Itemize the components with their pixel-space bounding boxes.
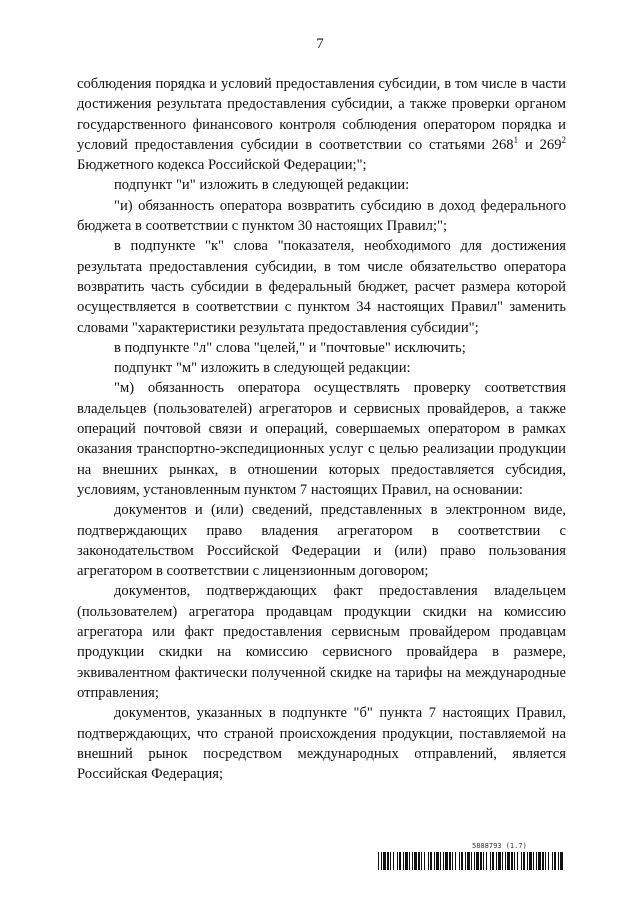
footnote-sup-2: 2 — [561, 135, 566, 146]
paragraph-1 — [77, 74, 566, 175]
paragraph-6: подпункт "м" изложить в следующей редакции: — [114, 360, 411, 377]
page-number: 7 — [316, 36, 324, 52]
paragraph-1-mid: и 269 — [518, 136, 562, 153]
document-body — [77, 74, 566, 784]
paragraph-10: документов, указанных в подпункте "б" пункта 7 настоящих Правил, подтверждающих, что страной происхождения продукции, поставляемой на внешний рынок посредством международных отправлений, является Российская Федерация; — [77, 705, 566, 783]
paragraph-1-tail: Бюджетного кодекса Российской Федерации;"; — [77, 157, 367, 174]
paragraph-2: подпункт "и" изложить в следующей редакции: — [114, 177, 410, 194]
barcode-number: 5888793 (1.7) — [472, 842, 527, 850]
paragraph-9: документов, подтверждающих факт предоставления владельцем (пользователем) агрегатора продавцам продукции скидки на комиссию агрегатора или факт предоставления сервисным провайдером продавцам продукции скидки на комиссию сервисного провайдера в размере, эквивалентном фактически полученной скидке на тарифы на международные отправления; — [77, 583, 566, 701]
paragraph-1-text: соблюдения порядка и условий предоставления субсидии, в том числе в части достижения результата предоставления субсидии, а также проверки органом государственного финансового контроля соблюдения оператором порядка и условий предоставления субсидии в соответствии со статьями 268 — [77, 76, 566, 153]
paragraph-4: в подпункте "к" слова "показателя, необходимого для достижения результата предоставления субсидии, в том числе обязательство оператора возвратить часть субсидии в федеральный бюджет, расчет размера которой осуществляется в соответствии с пунктом 34 настоящих Правил" заменить словами "характеристики результата предоставления субсидии"; — [77, 238, 566, 336]
paragraph-3: "и) обязанность оператора возвратить субсидию в доход федерального бюджета в соответствии с пунктом 30 настоящих Правил;"; — [77, 197, 566, 235]
paragraph-7: "м) обязанность оператора осуществлять проверку соответствия владельцев (пользователей) агрегаторов и сервисных провайдеров, а также операций почтовой связи и операций, совершаемых оператором в рамках оказания транспортно-экспедиционных услуг с целью реализации продукции на внешних рынках, в отношении которых предоставляется субсидия, условиям, установленным пунктом 7 настоящих Правил, на основании: — [77, 380, 566, 498]
paragraph-5: в подпункте "л" слова "целей," и "почтовые" исключить; — [114, 339, 466, 356]
barcode-icon — [378, 852, 564, 870]
footnote-sup-1: 1 — [513, 135, 519, 146]
paragraph-8: документов и (или) сведений, представленных в электронном виде, подтверждающих право владения агрегатором в соответствии с законодательством Российской Федерации и (или) право пользования агрегатором в соответствии с лицензионным договором; — [77, 502, 566, 580]
